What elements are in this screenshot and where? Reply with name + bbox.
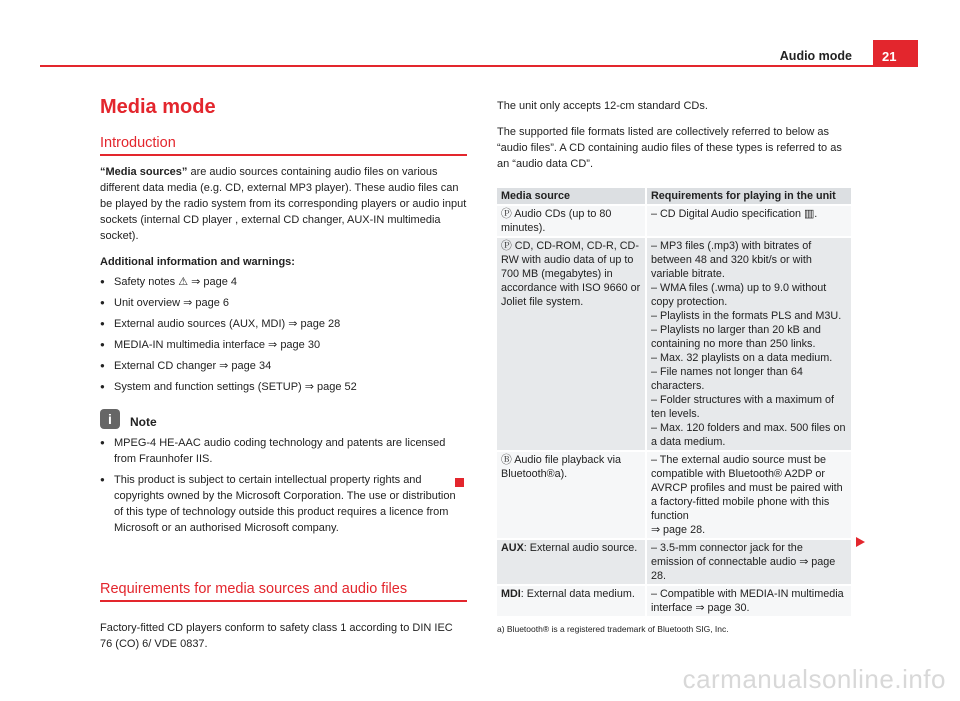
media-requirements-table [495, 186, 853, 618]
media-source-cell [497, 540, 645, 584]
info-icon: i [100, 409, 120, 429]
note-item: ● This product is subject to certain intellectual property rights and copyrights owned by the Microsoft Corporation. The use or distribution of this type of technology outside this product requires a licence from Microsoft or an authorised Microsoft company. [100, 472, 467, 536]
table-row [497, 540, 851, 584]
source-text: : External audio source. [523, 542, 638, 554]
reference-link[interactable]: ● MEDIA-IN multimedia interface ⇒ page 30 [100, 337, 467, 353]
footnote: a) Bluetooth® is a registered trademark of Bluetooth SIG, Inc. [497, 624, 729, 634]
media-source-cell [497, 586, 645, 616]
source-text: : External data medium. [520, 588, 635, 600]
continue-arrow-icon [856, 537, 865, 547]
watermark: carmanualsonline.info [682, 664, 946, 694]
page-title: Media mode [100, 96, 216, 118]
section-end-marker [455, 478, 464, 487]
section-title: Audio mode [779, 49, 852, 63]
additional-heading: Additional information and warnings: [100, 256, 295, 268]
requirements-heading: Requirements for media sources and audio files [100, 581, 467, 602]
reference-link[interactable]: ● Safety notes ⚠ ⇒ page 4 [100, 274, 467, 290]
requirements-text: Factory-fitted CD players conform to safety class 1 according to DIN IEC 76 (CO) 6/ VDE 0837. [100, 622, 453, 650]
page-number: 21 [873, 40, 918, 67]
requirements-cell: – CD Digital Audio specification ▥. [647, 206, 851, 236]
header-rule [40, 65, 918, 67]
formats-text: The supported file formats listed are collectively referred to below as “audio files”. A CD containing audio files of these types is referred to as an “audio data CD”. [497, 126, 842, 170]
note-header [100, 409, 467, 429]
table-row [497, 586, 851, 616]
column-header: Media source [497, 188, 645, 204]
note-item: ● MPEG-4 HE-AAC audio coding technology and patents are licensed from Fraunhofer IIS. [100, 435, 467, 467]
left-column [100, 96, 467, 652]
reference-link[interactable]: ● External audio sources (AUX, MDI) ⇒ page 28 [100, 316, 467, 332]
column-header: Requirements for playing in the unit [647, 188, 851, 204]
reference-list [100, 274, 467, 395]
media-source-cell: Ⓟ CD, CD-ROM, CD-R, CD-RW with audio data of up to 700 MB (megabytes) in accordance with ISO 9660 or Joliet file system. [497, 238, 645, 450]
intro-heading: Introduction [100, 135, 467, 156]
note-list [100, 435, 467, 536]
requirements-cell: – The external audio source must be compatible with Bluetooth® A2DP or AVRCP profiles and must be paired with a factory-fitted mobile phone with this function ⇒ page 28. [647, 452, 851, 538]
intro-term: “Media sources” [100, 166, 188, 178]
intro-paragraph [100, 164, 467, 244]
requirements-cell: – 3.5-mm connector jack for the emission of connectable audio ⇒ page 28. [647, 540, 851, 584]
requirements-cell: – Compatible with MEDIA-IN multimedia interface ⇒ page 30. [647, 586, 851, 616]
reference-link[interactable]: ● External CD changer ⇒ page 34 [100, 358, 467, 374]
intro-text: are audio sources containing audio files on various different data media (e.g. CD, external MP3 player). These audio files can be played by the radio system from its corresponding players or audio input sockets (internal CD player , external CD changer, AUX-IN multimedia socket). [100, 166, 467, 242]
note-title: Note [130, 415, 157, 429]
table-row [497, 206, 851, 236]
cd-size-text: The unit only accepts 12-cm standard CDs. [497, 100, 708, 112]
table-row [497, 238, 851, 450]
reference-link[interactable]: ● System and function settings (SETUP) ⇒ page 52 [100, 379, 467, 395]
reference-link[interactable]: ● Unit overview ⇒ page 6 [100, 295, 467, 311]
source-label: AUX [501, 542, 524, 554]
media-source-cell: Ⓟ Audio CDs (up to 80 minutes). [497, 206, 645, 236]
media-source-cell: Ⓑ Audio file playback via Bluetooth®a). [497, 452, 645, 538]
table-row [497, 452, 851, 538]
right-column [497, 98, 851, 634]
source-label: MDI [501, 588, 521, 600]
requirements-cell: – MP3 files (.mp3) with bitrates of between 48 and 320 kbit/s or with variable bitrate. – WMA files (.wma) up to 9.0 without copy protection. – Playlists in the formats PLS and M3U. – Playlists no larger than 20 kB and containing no more than 250 links. – Max. 32 playlists on a data medium. – File names not longer than 64 characters. – Folder structures with a maximum of ten levels. – Max. 120 folders and max. 500 files on a data medium. [647, 238, 851, 450]
